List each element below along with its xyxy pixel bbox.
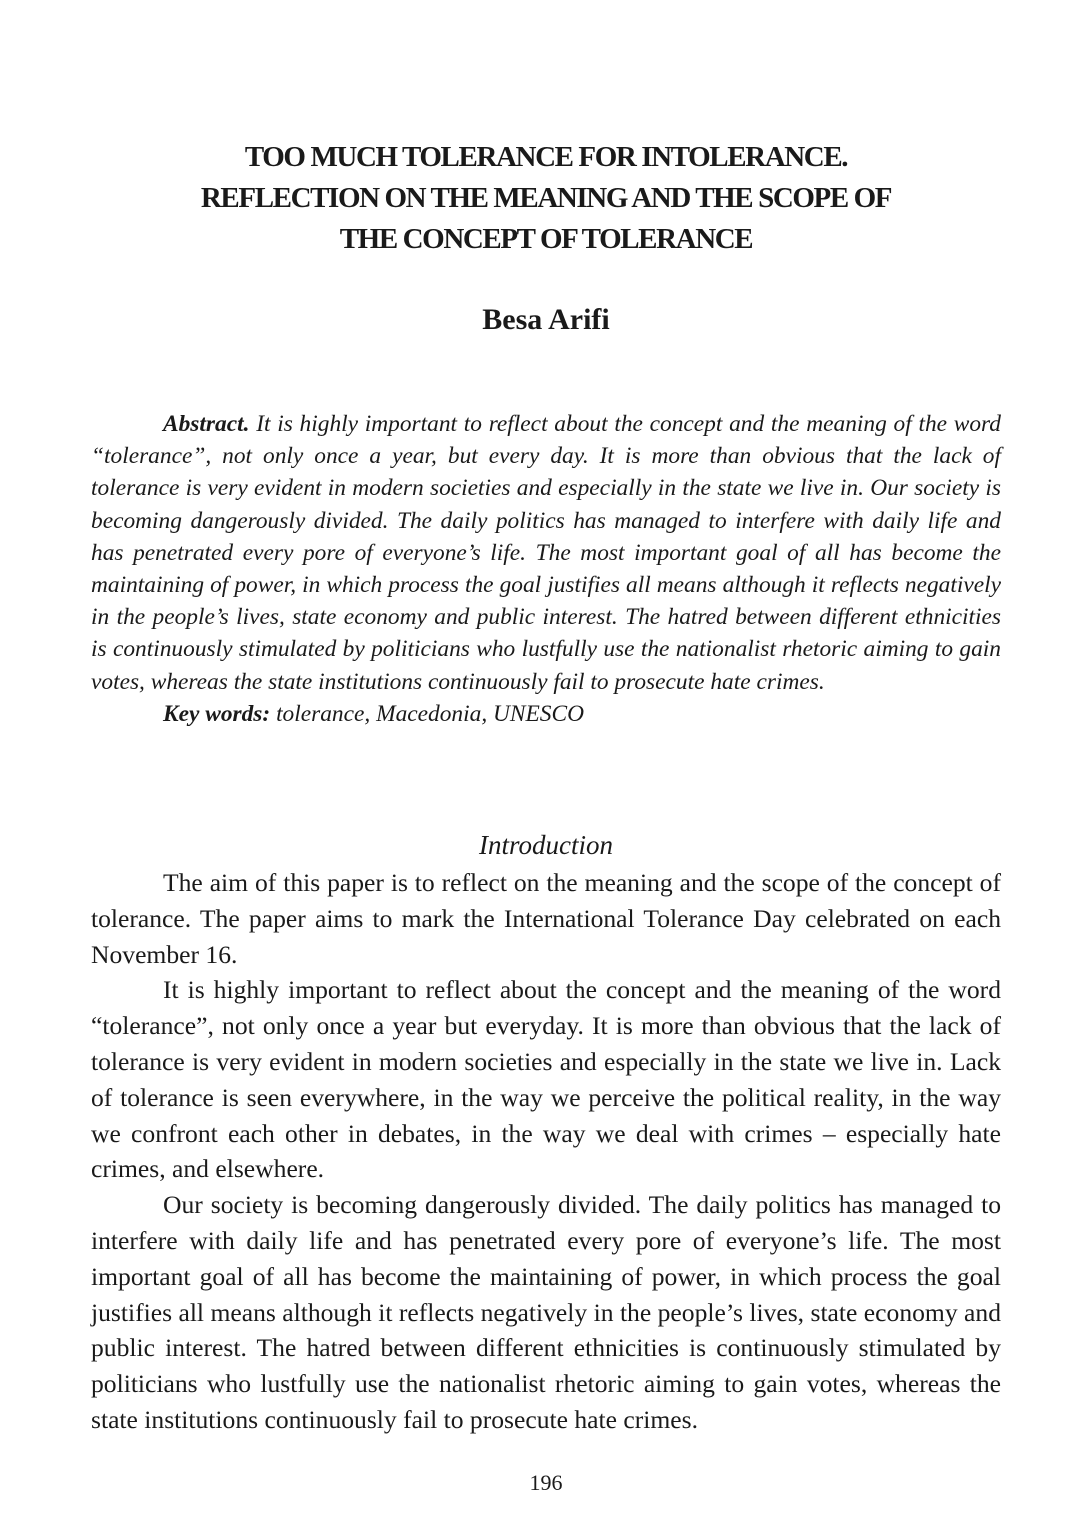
abstract-label: Abstract. bbox=[163, 411, 250, 437]
author-name: Besa Arifi bbox=[482, 303, 610, 336]
keywords-text: tolerance, Macedonia, UNESCO bbox=[276, 700, 584, 727]
body-paragraph: The aim of this paper is to reflect on the meaning and the scope of the concept of tolerance. The paper aims to mark the International Tolerance Day celebrated on each November 16. bbox=[91, 868, 1001, 969]
keywords-line bbox=[91, 698, 1001, 730]
body-paragraph: Our society is becoming dangerously divided. The daily politics has managed to interfere with daily life and has penetrated every pore of everyone’s life. The most important goal of all has become the maintaining of power, in which process the goal justifies all means although it reflects negatively in the people’s lives, state economy and public interest. The hatred between different ethnicities is continuously stimulated by politicians who lustfully use the nationalist rhetoric aiming to gain votes, whereas the state institutions continuously fail to prosecute hate crimes. bbox=[91, 1190, 1001, 1434]
introduction-heading: Introduction bbox=[479, 830, 613, 860]
paper-page bbox=[91, 0, 1001, 1530]
abstract-paragraph bbox=[91, 408, 1001, 698]
keywords-label: Key words: bbox=[163, 700, 271, 727]
title-line: REFLECTION ON THE MEANING AND THE SCOPE OF bbox=[200, 182, 892, 214]
body-paragraph: It is highly important to reflect about the concept and the meaning of the word “tolerance”, not only once a year but everyday. It is more than obvious that the lack of tolerance is very evident in modern societies and especially in the state we live in. Lack of tolerance is seen everywhere, in the way we perceive the political reality, in the way we confront each other in debates, in the way we deal with crimes – especially hate crimes, and elsewhere. bbox=[91, 975, 1001, 1184]
abstract-text: It is highly important to reflect about the concept and the meaning of the word “tolerance”, not only once a year, but every day. It is more than obvious that the lack of tolerance is very evident in modern societies and especially in the state we live in. Our society is becoming dangerously divided. The daily politics has managed to interfere with daily life and has penetrated every pore of everyone’s life. The most important goal of all has become the maintaining of power, in which process the goal justifies all means although it reflects negatively in the people’s lives, state economy and public interest. The hatred between different ethnicities is continuously stimulated by politicians who lustfully use the nationalist rhetoric aiming to gain votes, whereas the state institutions continuously fail to prosecute hate crimes. bbox=[91, 411, 1001, 695]
title-line: TOO MUCH TOLERANCE FOR INTOLERANCE. bbox=[244, 141, 848, 173]
introduction-body bbox=[91, 865, 1001, 1438]
page-number: 196 bbox=[529, 1470, 563, 1495]
abstract-section bbox=[91, 408, 1001, 730]
paper-title bbox=[91, 137, 1001, 260]
title-line: THE CONCEPT OF TOLERANCE bbox=[339, 223, 753, 255]
